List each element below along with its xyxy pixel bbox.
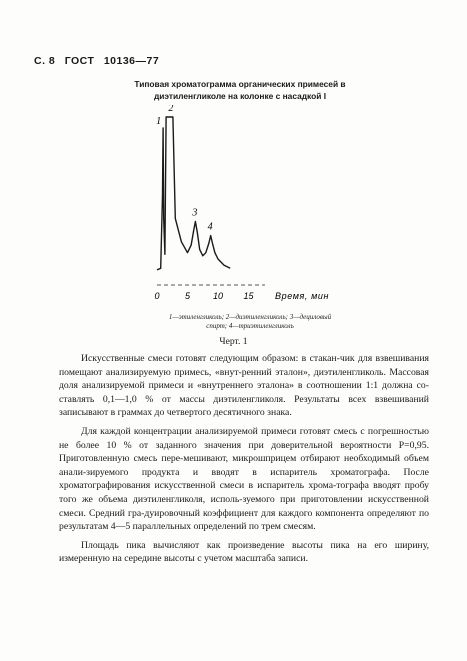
- x-tick-label: 15: [243, 291, 254, 301]
- paragraph-3: Площадь пика вычисляют как произведение высоты пика на его ширину, измеренную на середине высоты с учетом масштаба записи.: [59, 539, 429, 565]
- paragraph-1: Искусственные смеси готовят следующим образом: в стакан-чик для взвешивания помещают анализируемую примесь, «внут-ренний эталон», диэтиленгликоль. Массовая доля анализируемой примеси и «внутреннего эталона» в соотношении 1:1 должна со-ставлять 0,1—1,0 % от массы диэтиленгликоля. Результаты всех взвешиваний записывают в граммах до четвертого десятичного знака.: [59, 353, 429, 419]
- figure-title-line-1: Типовая хроматограмма органических примесей в: [134, 79, 346, 89]
- figure-legend-line-2: спирт; 4—триэтиленгликоль: [206, 322, 294, 330]
- standard-number: 10136—77: [103, 55, 160, 67]
- peak-label: 4: [207, 221, 213, 233]
- body-text: [59, 352, 429, 566]
- figure-title-line-2: диэтиленгликоле на колонке с насадкой I: [153, 91, 327, 101]
- page-number: С. 8: [34, 55, 56, 67]
- x-tick-label: 10: [212, 291, 224, 301]
- peak-label: 1: [156, 115, 162, 127]
- figure-legend-line-1: 1—этиленгликоль; 2—диэтиленгликоль; 3—дециловый: [168, 313, 332, 321]
- chromatogram-trace: [157, 117, 230, 270]
- standard-label: ГОСТ: [64, 55, 95, 67]
- figure-caption: Черт. 1: [219, 336, 248, 347]
- paragraph-2: Для каждой концентрации анализируемой примеси готовят смесь с погрешностью не более 10 % от заданного значения при доверительной вероятности P=0,95. Приготовленную смесь пере-мешивают, микрошприцем отбирают необходимый объем анали-зируемого продукта и вводят в испаритель хроматографа. После хроматографирования искусственной смеси в испаритель хрома-тографа вводят пробу того же объема диэтиленгликоля, исполь-зуемого при приготовлении искусственной смеси. Средний гра-дуировочный коэффициент для каждого компонента определяют по результатам 4—5 параллельных определений по трем смесям.: [59, 425, 429, 533]
- page-header: [34, 55, 165, 67]
- peak-label: 3: [192, 207, 198, 219]
- x-axis-label: Время, мин: [275, 291, 330, 301]
- x-tick-labels: [154, 291, 254, 301]
- x-tick-label: 5: [184, 291, 191, 301]
- x-tick-label: 0: [154, 291, 160, 301]
- chromatogram-chart: [145, 105, 355, 305]
- peak-label: 2: [168, 105, 174, 114]
